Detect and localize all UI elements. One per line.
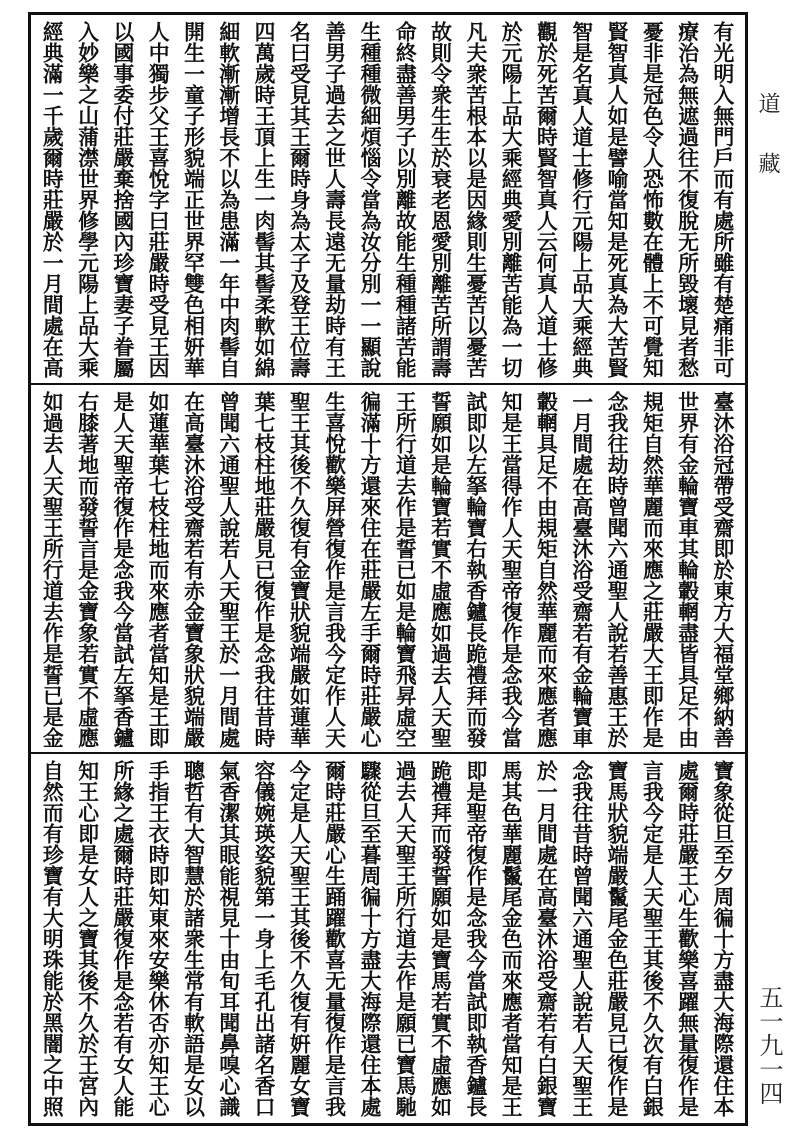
text-column: 有光明入無門戶而有處所雖有楚痛非可	[709, 21, 735, 378]
text-column: 生喜悅歡樂屏營復作是言我今定作人天	[321, 391, 347, 748]
text-column: 轂輞具足不由規矩自然華麗而來應者應	[533, 391, 559, 748]
text-column: 爾時莊嚴心生踊躍歡喜无量復作是言我	[321, 760, 347, 1117]
text-column: 右膝著地而發誓言是金寶象若實不虛應	[74, 391, 100, 748]
text-column: 憂非是冠色令人恐怖數在體上不可覺知	[639, 21, 665, 378]
text-column: 氣香潔其眼能視見十由旬耳聞鼻嗅心識	[215, 760, 241, 1117]
panel-middle	[31, 383, 745, 752]
text-column: 聖王其後不久復有金寶狀貌端嚴如蓮華	[286, 391, 312, 748]
text-column: 名曰受見其王爾時身為太子及登王位壽	[286, 21, 312, 378]
panel-top	[31, 15, 745, 383]
text-column: 知是王當得作人天聖帝復作是念我今當	[498, 391, 524, 748]
text-column: 念我往劫時曾聞六通聖人說若善惠王於	[604, 391, 630, 748]
column-group-top	[35, 21, 741, 379]
text-column: 曾聞六通聖人說若人天聖王於一月間處	[215, 391, 241, 748]
text-column: 言我今定是人天聖王其後不久次有白銀	[639, 760, 665, 1117]
text-column: 寶象從旦至夕周徧十方盡大海際還住本	[709, 760, 735, 1117]
text-column: 即是聖帝復作是念我今當試即執香鑪長	[462, 760, 488, 1117]
text-column: 命終盡善男子以別離故能生種種諸苦能	[392, 21, 418, 378]
margin-volume: 藏	[755, 152, 780, 174]
text-column: 開生一童子形貌端正世界罕雙色相姸華	[180, 21, 206, 378]
text-column: 規矩自然華麗而來應之莊嚴大王即作是	[639, 391, 665, 748]
text-column: 試即以左拏輪寶右執香鑪長跪禮拜而發	[462, 391, 488, 748]
text-column: 於一月間處在高臺沐浴受齋若有白銀寶	[533, 760, 559, 1117]
text-column: 在高臺沐浴受齋若有赤金寶象狀貌端嚴	[180, 391, 206, 748]
text-column: 以國事委付莊嚴棄捨國內珍寶妻子眷屬	[109, 21, 135, 378]
text-column: 所緣之處爾時莊嚴復作是念若有女人能	[109, 760, 135, 1117]
text-column: 善男子過去之世人壽長遠无量劫時有王	[321, 21, 347, 378]
text-column: 念我往昔時曾聞六通聖人說若人天聖王	[568, 760, 594, 1117]
text-column: 如過去人天聖王所行道去作是誓已是金	[39, 391, 65, 748]
text-column: 如蓮華葉七枝柱地而來應者當知是王即	[145, 391, 171, 748]
column-group-middle	[35, 391, 741, 748]
text-column: 寶馬狀貌端嚴鬣尾金色莊嚴見已復作是	[604, 760, 630, 1117]
text-column: 聰哲有大智慧於諸衆生常有軟語是女以	[180, 760, 206, 1117]
text-frame	[28, 12, 748, 1126]
text-column: 容儀婉瑛姿貌第一身上毛孔出諸名香口	[251, 760, 277, 1117]
text-column: 手指王衣時即知東來安樂休否亦知王心	[145, 760, 171, 1117]
text-column: 凡夫衆苦根本以是因緣則生憂苦以憂苦	[462, 21, 488, 378]
text-column: 入妙樂之山蒲澿世界修學元陽上品大乘	[74, 21, 100, 378]
text-column: 今定是人天聖王其後不久復有姸麗女寶	[286, 760, 312, 1117]
text-column: 經典滿一千歲爾時莊嚴於一月間處在高	[39, 21, 65, 378]
text-column: 觀於死苦爾時賢智真人云何真人道士修	[533, 21, 559, 378]
text-column: 世界有金輪寶車其輪轂輞盡皆具足不由	[674, 391, 700, 748]
text-column: 誓願如是輪寶若實不虛應如過去人天聖	[427, 391, 453, 748]
panel-bottom	[31, 752, 745, 1123]
text-column: 臺沐浴冠帶受齋即於東方大福堂鄉納善	[709, 391, 735, 748]
text-column: 知王心即是女人之寶其後不久於王宮內	[74, 760, 100, 1117]
text-column: 是人天聖帝復作是念我今當試左拏香鑪	[109, 391, 135, 748]
text-column: 療治為無遮過往不復脫无所毀壞見者愁	[674, 21, 700, 378]
text-column: 細軟漸漸增長不以為患滿一年中肉髻自	[215, 21, 241, 378]
text-column: 賢智真人如是譬喻當知是死真為大苦賢	[604, 21, 630, 378]
text-column: 處爾時莊嚴王心生歡樂喜躍無量復作是	[674, 760, 700, 1117]
text-column: 智是名真人道士修行元陽上品大乘經典	[568, 21, 594, 378]
text-column: 自然而有珍寶有大明珠能於黑闇之中照	[39, 760, 65, 1117]
text-column: 四萬歲時王頂上生一肉髻其髻柔軟如綿	[251, 21, 277, 378]
text-column: 王所行道去作是誓已如是輪寶飛昇虛空	[392, 391, 418, 748]
text-column: 馬其色華麗鬣尾金色而來應者當知是王	[498, 760, 524, 1117]
text-column: 徧滿十方還來住在莊嚴左手爾時莊嚴心	[356, 391, 382, 748]
text-column: 驟從旦至暮周徧十方盡大海際還住本處	[356, 760, 382, 1117]
text-column: 葉七枝柱地莊嚴見已復作是念我往昔時	[251, 391, 277, 748]
column-group-bottom	[35, 760, 741, 1119]
text-column: 故則令衆生生於衰老恩愛別離苦所謂壽	[427, 21, 453, 378]
text-column: 過去人天聖王所行道去作是願已寶馬馳	[392, 760, 418, 1117]
text-column: 一月間處在高臺沐浴受齋若有金輪寶車	[568, 391, 594, 748]
text-column: 人中獨步父王喜悅字曰莊嚴時受見王因	[145, 21, 171, 378]
text-column: 生種種微細煩惱令當為汝分別一一顯說	[356, 21, 382, 378]
text-column: 於元陽上品大乘經典愛別離苦能為一切	[498, 21, 524, 378]
margin-page-number: 五一九一四	[755, 985, 783, 1105]
margin-title: 道	[755, 92, 780, 114]
text-column: 跪禮拜而發誓願如是寶馬若實不虛應如	[427, 760, 453, 1117]
